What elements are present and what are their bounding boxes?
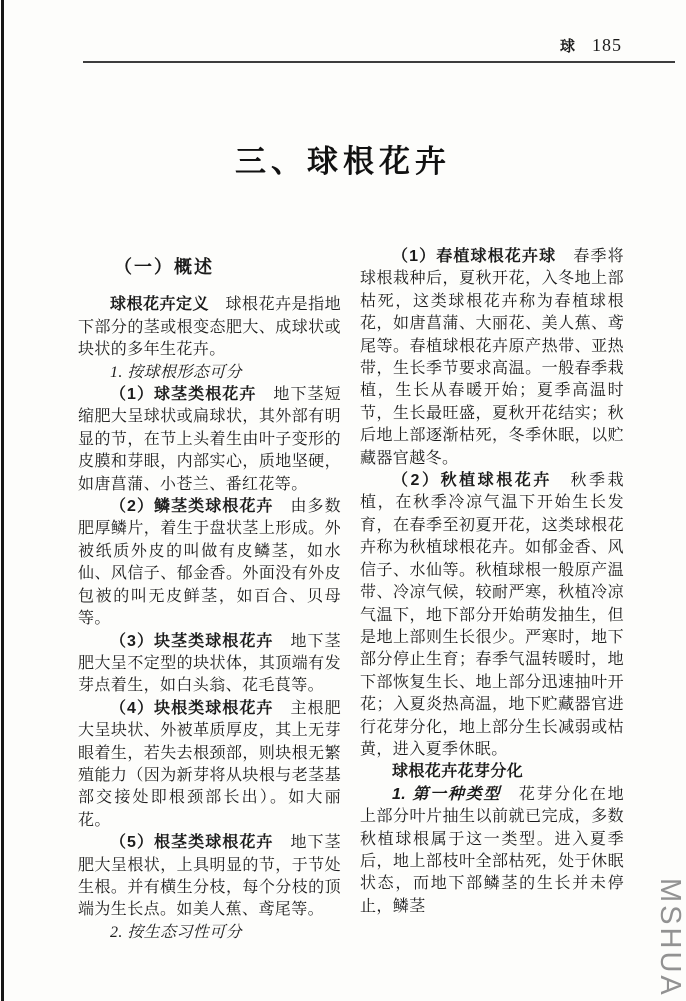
paragraph-body: 球根花卉是指地下部分的茎或根变态肥大、成球状或块状的多年生花卉。: [78, 296, 341, 359]
paragraph-lead: （1）球茎类根花卉: [110, 386, 257, 404]
paragraph-definition: [78, 294, 341, 361]
header-rule: [83, 61, 675, 63]
paragraph-body: 地下茎肥大呈不定型的块状体，其顶端有发芽点着生，如白头翁、花毛茛等。: [78, 632, 341, 695]
paragraph-lead: （1）春植球根花卉球: [392, 248, 557, 265]
paragraph-body: 秋季栽植，在秋季冷凉气温下开始生长发育，在春季至初夏开花，这类球根花卉称为秋植球根花卉。如郁金香、风信子、水仙等。秋植球根一般原产温带、冷凉气候，较耐严寒，秋植冷凉气温下，地下部分开始萌发抽生，但是地上部则生长很少。严寒时，地下部分停止生育；春季气温转暖时，地下部恢复生长、地上部分迅速抽叶开花；入夏炎热高温，地下贮藏器官进行花芽分化，地上部分生长减弱或枯黄，进入夏季休眠。: [360, 472, 624, 758]
subheading-flower-bud-differentiation: 球根花卉花芽分化: [392, 763, 524, 781]
paragraph-corm: [78, 384, 341, 496]
paragraph-spring-planted: [360, 246, 624, 470]
watermark: MSHUA: [654, 878, 686, 998]
paragraph-bulb: [78, 496, 341, 630]
paragraph-rhizome: [78, 832, 341, 922]
paragraph-lead: （4）块根类球根花卉: [110, 699, 274, 717]
paragraph-lead: 球根花卉定义: [110, 296, 210, 314]
paragraph-lead: 1. 第一种类型: [392, 785, 502, 803]
paragraph-body: 地下茎肥大呈根状，上具明显的节，于节处生根。并有横生分枝，每个分枝的顶端为生长点。如美人蕉、鸢尾等。: [78, 834, 341, 919]
paragraph-body: 花芽分化在地上部分叶片抽生以前就已完成，多数秋植球根属于这一类型。进入夏季后，地上部枝叶全部枯死，处于休眠状态，而地下部鳞茎的生长并未停止，鳞茎: [360, 785, 624, 915]
chapter-marker: 球: [559, 38, 576, 55]
paragraph-body: 地下茎短缩肥大呈球状或扁球状，其外部有明显的节，在节上头着生由叶子变形的皮膜和芽眼，内部实心，质地坚硬，如唐菖蒲、小苍兰、番红花等。: [78, 386, 341, 493]
paragraph-lead: （2）鳞茎类球根花卉: [110, 498, 274, 516]
paragraph-body: 主根肥大呈块状、外被革质厚皮，其上无芽眼着生，若失去根颈部，则块根无繁殖能力（因为新芽将从块根与老茎基部交接处即根颈部长出）。如大丽花。: [78, 699, 341, 829]
left-column: [78, 246, 341, 944]
paragraph-body: 由多数肥厚鳞片，着生于盘状茎上形成。外被纸质外皮的叫做有皮鳞茎，如水仙、风信子、郁金香。外面没有外皮包被的叫无皮鲜茎，如百合、贝母等。: [78, 498, 341, 628]
page-header: [560, 35, 622, 56]
text-columns: [78, 246, 624, 944]
right-column: [360, 246, 624, 944]
paragraph-lead: （3）块茎类球根花卉: [110, 632, 274, 650]
paragraph-tuberous-root: [78, 698, 341, 832]
section-heading-overview: （一）概述: [114, 257, 214, 277]
paragraph-lead: （2）秋植球根花卉: [392, 472, 552, 490]
paragraph-autumn-planted: [360, 470, 624, 761]
page-number: 185: [592, 35, 622, 55]
classification-heading-morphology: 1. 按球根形态可分: [110, 363, 243, 381]
chapter-title: 三、球根花卉: [235, 144, 451, 179]
paragraph-body: 春季将球根栽种后，夏秋开花，入冬地上部枯死，这类球根花卉称为春植球根花，如唐菖蒲、大丽花、美人蕉、鸢尾等。春植球根花卉原产热带、亚热带，生长季节要求高温。一般春季栽植，生长从春暖开始；夏季高温时节，生长最旺盛，夏秋开花结实；秋后地上部逐渐枯死，冬季休眠，以贮藏器官越冬。: [360, 248, 624, 467]
paragraph-tuber: [78, 631, 341, 698]
paragraph-type-one: [360, 784, 624, 918]
paragraph-lead: （5）根茎类球根花卉: [110, 834, 274, 852]
classification-heading-habit: 2. 按生态习性可分: [110, 923, 243, 941]
